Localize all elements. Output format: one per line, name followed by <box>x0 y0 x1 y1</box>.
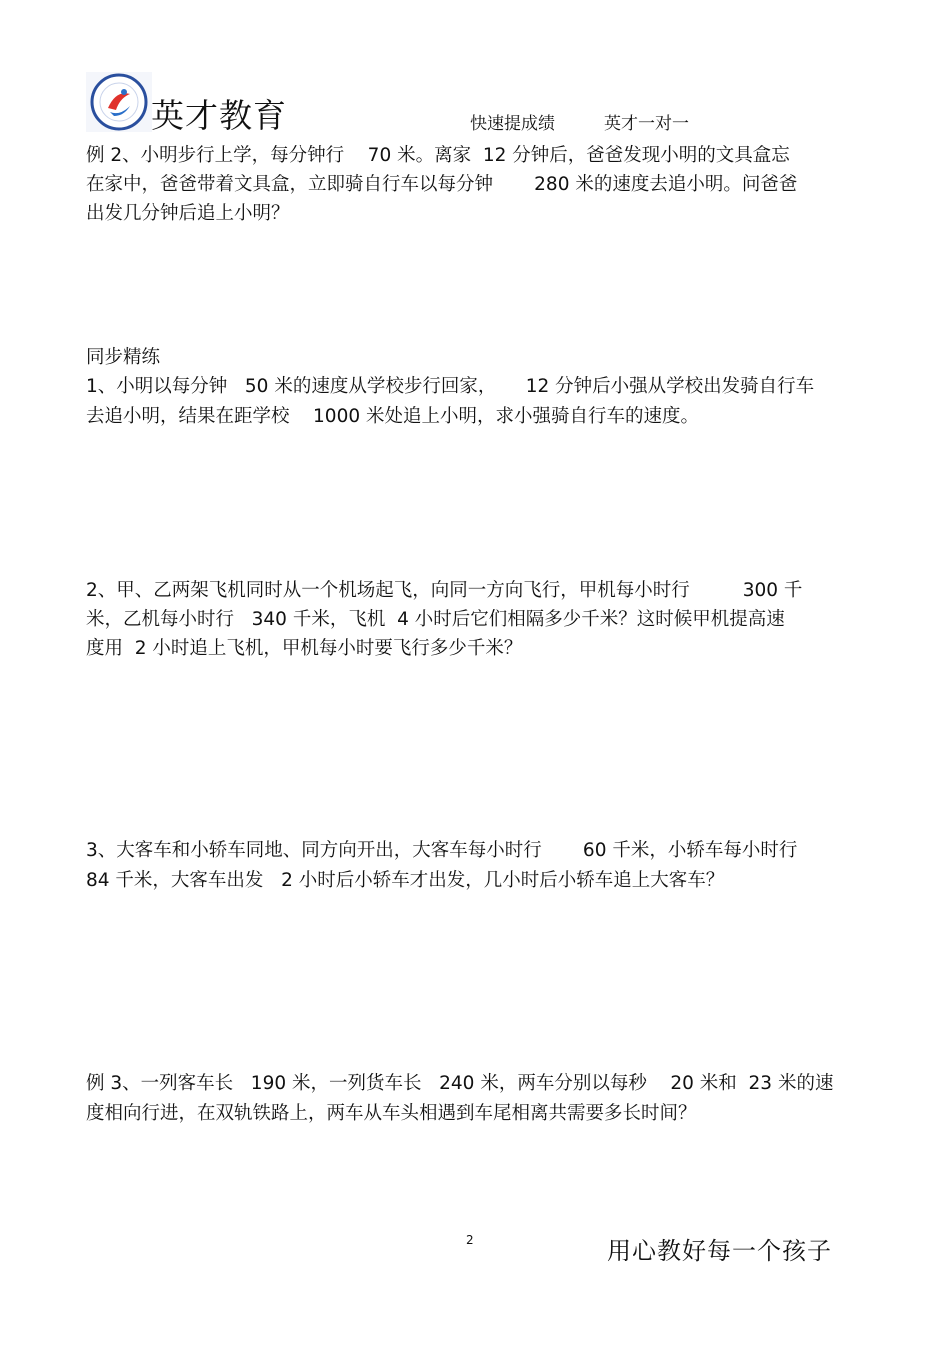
header-slogan-right: 英才一对一 <box>604 114 689 134</box>
logo-icon <box>86 72 152 132</box>
practice-q1-line-2: 去追小明，结果在距学校 1000 米处追上小明，求小强骑自行车的速度。 <box>86 406 699 427</box>
example2-line-2: 在家中，爸爸带着文具盒，立即骑自行车以每分钟 280 米的速度去追小明。问爸爸 <box>86 174 798 195</box>
practice-q2-line-2: 米，乙机每小时行 340 千米，飞机 4 小时后它们相隔多少千米？这时候甲机提高速 <box>86 609 785 630</box>
practice-q2-line-3: 度用 2 小时追上飞机，甲机每小时要飞行多少千米？ <box>86 638 523 659</box>
example2-line-3: 出发几分钟后追上小明？ <box>86 203 290 224</box>
practice-title: 同步精练 <box>86 347 161 368</box>
example3-line-2: 度相向行进，在双轨铁路上，两车从车头相遇到车尾相离共需要多长时间？ <box>86 1103 697 1124</box>
practice-q1-line-1: 1、小明以每分钟 50 米的速度从学校步行回家， 12 分钟后小强从学校出发骑自行车 <box>86 376 815 397</box>
practice-q3-line-2: 84 千米，大客车出发 2 小时后小轿车才出发，几小时后小轿车追上大客车？ <box>86 870 725 891</box>
example3-line-1: 例 3、一列客车长 190 米，一列货车长 240 米，两车分别以每秒 20 米和 23 米的速 <box>86 1073 834 1094</box>
practice-q3-line-1: 3、大客车和小轿车同地、同方向开出，大客车每小时行 60 千米，小轿车每小时行 <box>86 840 798 861</box>
example2-line-1: 例 2、小明步行上学，每分钟行 70 米。离家 12 分钟后，爸爸发现小明的文具盒忘 <box>86 145 790 166</box>
footer-slogan: 用心教好每一个孩子 <box>607 1237 832 1265</box>
practice-q2-line-1: 2、甲、乙两架飞机同时从一个机场起飞，向同一方向飞行，甲机每小时行 300 千 <box>86 580 803 601</box>
brand-name: 英才教育 <box>151 96 287 135</box>
page-number: 2 <box>466 1233 474 1247</box>
header-slogan-left: 快速提成绩 <box>470 114 555 134</box>
